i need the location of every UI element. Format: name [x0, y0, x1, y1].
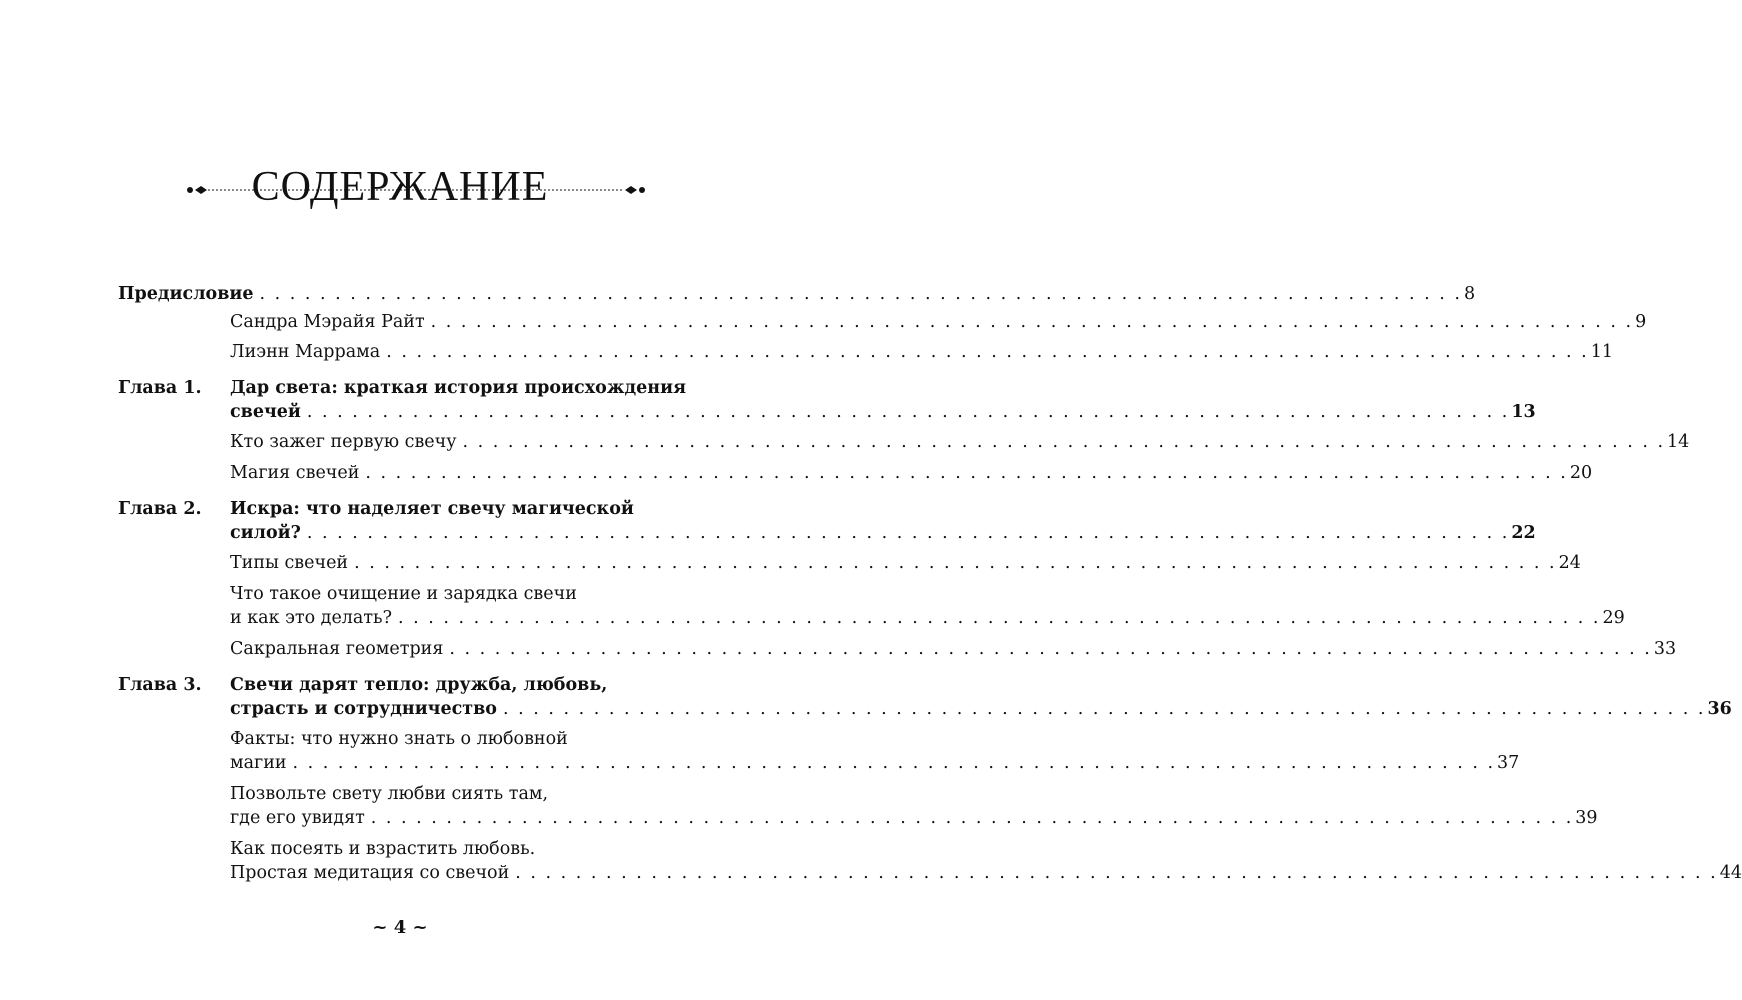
toc-entry-page: 11 — [1590, 342, 1613, 362]
toc-entry-page: 9 — [1635, 312, 1647, 332]
toc-entry-title: Лиэнн Маррама — [230, 342, 381, 362]
dot-leader: . . . . . . . . . . . . . . . . . . . . . . . . . . . . . . . . . . . . . . . . . . . . . . . . . . . . . . . . . . . . . . . . . . . . . . . . . . . . . . . . — [515, 863, 1718, 883]
chapter-title-line[interactable] — [118, 376, 698, 400]
toc-entry-page: 36 — [1707, 699, 1732, 719]
dot-leader: . . . . . . . . . . . . . . . . . . . . . . . . . . . . . . . . . . . . . . . . . . . . . . . . . . . . . . . . . . . . . . . . . . . . . . . . . . . . . . . . — [449, 639, 1652, 659]
toc-subentry-line: Позвольте свету любви сиять там, — [230, 784, 549, 804]
toc-entry-title: где его увидят — [230, 808, 365, 828]
chapter-title: Искра: что наделяет свечу магической — [230, 499, 634, 519]
toc-entry-page: 20 — [1569, 463, 1593, 483]
toc-entry-title: Сандра Мэрайя Райт — [230, 312, 425, 332]
dot-leader: . . . . . . . . . . . . . . . . . . . . . . . . . . . . . . . . . . . . . . . . . . . . . . . . . . . . . . . . . . . . . . . . . . . . . . . . . . . . . . . . — [354, 553, 1557, 573]
chapter-title-continuation[interactable] — [118, 521, 1536, 545]
page-title: СОДЕРЖАНИЕ — [251, 164, 549, 211]
chapter-subitems — [230, 727, 1742, 885]
toc-entry-title: Кто зажег первую свечу — [230, 432, 457, 452]
toc-subentry[interactable] — [230, 582, 1625, 630]
chapter-label: Глава 3. — [118, 675, 202, 695]
toc-entry-title: Предисловие — [118, 284, 254, 304]
toc-entry-page: 39 — [1575, 808, 1598, 828]
toc-subentry[interactable] — [230, 837, 1742, 885]
toc-entry-title: силой? — [230, 523, 301, 543]
toc-subentry-line: Как посеять и взрастить любовь. — [230, 839, 536, 859]
toc-chapter — [118, 376, 1690, 485]
chapter-title: Дар света: краткая история происхождения — [230, 378, 686, 398]
chapter-label: Глава 1. — [118, 378, 202, 398]
dot-leader: . . . . . . . . . . . . . . . . . . . . . . . . . . . . . . . . . . . . . . . . . . . . . . . . . . . . . . . . . . . . . . . . . . . . . . . . . . . . . . . . — [365, 463, 1568, 483]
toc-entry-page: 14 — [1667, 432, 1690, 452]
toc-entry[interactable] — [230, 521, 1536, 545]
dot-leader: . . . . . . . . . . . . . . . . . . . . . . . . . . . . . . . . . . . . . . . . . . . . . . . . . . . . . . . . . . . . . . . . . . . . . . . . . . . . . . . . — [430, 312, 1634, 332]
toc-entry-page: 29 — [1602, 608, 1625, 628]
dot-leader: . . . . . . . . . . . . . . . . . . . . . . . . . . . . . . . . . . . . . . . . . . . . . . . . . . . . . . . . . . . . . . . . . . . . . . . . . . . . . . . . — [462, 432, 1666, 452]
toc-entry-page: 8 — [1463, 284, 1476, 304]
toc-entry[interactable] — [230, 340, 1613, 364]
chapter-label: Глава 2. — [118, 499, 202, 519]
toc-subentry-line: Факты: что нужно знать о любовной — [230, 729, 568, 749]
chapter-title-continuation[interactable] — [118, 400, 1536, 424]
toc-entry-title: магии — [230, 753, 287, 773]
divider-ornament — [186, 182, 646, 198]
toc-entry-page: 33 — [1653, 639, 1677, 659]
toc-subentry[interactable] — [230, 461, 1593, 485]
dot-leader: . . . . . . . . . . . . . . . . . . . . . . . . . . . . . . . . . . . . . . . . . . . . . . . . . . . . . . . . . . . . . . . . . . . . . . . . . . . . . . . . — [306, 523, 1510, 543]
chapter-title-line[interactable] — [118, 673, 698, 697]
toc-section-preface — [118, 282, 1647, 364]
chapter-subitems — [230, 551, 1677, 661]
dot-leader: . . . . . . . . . . . . . . . . . . . . . . . . . . . . . . . . . . . . . . . . . . . . . . . . . . . . . . . . . . . . . . . . . . . . . . . . . . . . . . . . — [370, 808, 1574, 828]
toc-entry[interactable] — [230, 637, 1677, 661]
toc-entry-page: 24 — [1558, 553, 1581, 573]
toc-entry[interactable] — [230, 861, 1742, 885]
toc-entry[interactable] — [230, 606, 1625, 630]
toc-entry-title: Простая медитация со свечой — [230, 863, 510, 883]
table-of-contents — [118, 282, 1742, 892]
chapter-title-line[interactable] — [118, 497, 698, 521]
toc-entry[interactable] — [118, 282, 1476, 306]
dot-leader: . . . . . . . . . . . . . . . . . . . . . . . . . . . . . . . . . . . . . . . . . . . . . . . . . . . . . . . . . . . . . . . . . . . . . . . . . . . . . . . . — [397, 608, 1601, 628]
chapter-title-continuation[interactable] — [118, 697, 1732, 721]
toc-entry-title: и как это делать? — [230, 608, 392, 628]
toc-entry[interactable] — [230, 751, 1520, 775]
toc-chapter — [118, 497, 1677, 661]
dot-leader: . . . . . . . . . . . . . . . . . . . . . . . . . . . . . . . . . . . . . . . . . . . . . . . . . . . . . . . . . . . . . . . . . . . . . . . . . . . . . . . . — [259, 284, 1462, 304]
chapter-title: Свечи дарят тепло: дружба, любовь, — [230, 675, 608, 695]
toc-entry[interactable] — [230, 551, 1581, 575]
chapter-subitems — [230, 430, 1690, 485]
toc-subentry[interactable] — [230, 551, 1581, 575]
toc-entry[interactable] — [230, 806, 1598, 830]
toc-entry-page: 44 — [1719, 863, 1742, 883]
toc-entry-title: Типы свечей — [230, 553, 349, 573]
toc-entry-page: 13 — [1511, 402, 1536, 422]
dot-leader: . . . . . . . . . . . . . . . . . . . . . . . . . . . . . . . . . . . . . . . . . . . . . . . . . . . . . . . . . . . . . . . . . . . . . . . . . . . . . . . . — [502, 699, 1706, 719]
page-number: ~ 4 ~ — [372, 917, 428, 938]
toc-subentry[interactable] — [230, 782, 1598, 830]
toc-subentry[interactable] — [230, 637, 1677, 661]
toc-subentry[interactable] — [230, 430, 1690, 454]
toc-entry-title: свечей — [230, 402, 301, 422]
toc-entry-title: Магия свечей — [230, 463, 360, 483]
toc-subentry-line: Что такое очищение и зарядка свечи — [230, 584, 577, 604]
toc-entry-title: страсть и сотрудничество — [230, 699, 497, 719]
toc-entry-title: Сакральная геометрия — [230, 639, 444, 659]
toc-chapter — [118, 673, 1742, 885]
dot-leader: . . . . . . . . . . . . . . . . . . . . . . . . . . . . . . . . . . . . . . . . . . . . . . . . . . . . . . . . . . . . . . . . . . . . . . . . . . . . . . . . — [386, 342, 1589, 362]
toc-entry[interactable] — [230, 400, 1536, 424]
toc-entry[interactable] — [230, 461, 1593, 485]
toc-entry-page: 37 — [1497, 753, 1520, 773]
toc-entry[interactable] — [230, 430, 1690, 454]
toc-entry-page: 22 — [1511, 523, 1536, 543]
toc-entry[interactable] — [230, 310, 1647, 334]
dot-leader: . . . . . . . . . . . . . . . . . . . . . . . . . . . . . . . . . . . . . . . . . . . . . . . . . . . . . . . . . . . . . . . . . . . . . . . . . . . . . . . . — [292, 753, 1496, 773]
toc-subentry[interactable] — [230, 727, 1520, 775]
dot-leader: . . . . . . . . . . . . . . . . . . . . . . . . . . . . . . . . . . . . . . . . . . . . . . . . . . . . . . . . . . . . . . . . . . . . . . . . . . . . . . . . — [306, 402, 1510, 422]
toc-entry[interactable] — [230, 697, 1732, 721]
